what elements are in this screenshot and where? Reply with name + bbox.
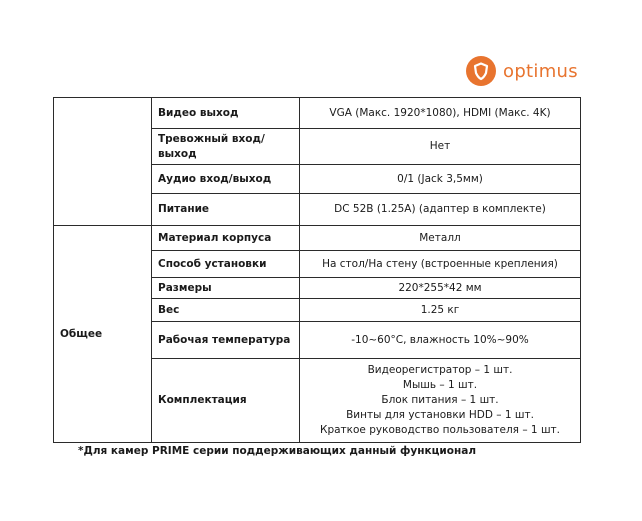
param-label: Вес <box>152 299 300 322</box>
param-value: Нет <box>300 129 581 165</box>
param-value: На стол/На стену (встроенные крепления) <box>300 251 581 278</box>
spec-table <box>53 97 581 443</box>
param-value: DC 52В (1.25А) (адаптер в комплекте) <box>300 194 581 226</box>
brand-logo <box>466 56 578 86</box>
kit-item: Мышь – 1 шт. <box>402 379 478 391</box>
param-label: Аудио вход/выход <box>152 165 300 194</box>
param-value: Металл <box>300 226 581 251</box>
param-value: 220*255*42 мм <box>300 278 581 299</box>
param-label: Рабочая температура <box>152 322 300 359</box>
footnote: *Для камер PRIME серии поддерживающих данный функционал <box>78 445 477 457</box>
param-value: -10~60°С, влажность 10%~90% <box>300 322 581 359</box>
table-row <box>54 226 581 251</box>
kit-item: Винты для установки HDD – 1 шт. <box>346 409 534 421</box>
param-label: Комплектация <box>152 359 300 443</box>
optimus-shield-icon <box>466 56 496 86</box>
param-label: Тревожный вход/выход <box>152 129 300 165</box>
group-cell <box>54 98 152 226</box>
param-label: Размеры <box>152 278 300 299</box>
kit-list <box>300 359 581 443</box>
brand-name: optimus <box>503 60 578 82</box>
param-value: 1.25 кг <box>300 299 581 322</box>
param-label: Питание <box>152 194 300 226</box>
param-value: VGA (Макс. 1920*1080), HDMI (Макс. 4K) <box>300 98 581 129</box>
kit-item: Краткое руководство пользователя – 1 шт. <box>319 424 561 436</box>
param-label: Материал корпуса <box>152 226 300 251</box>
param-label: Способ установки <box>152 251 300 278</box>
kit-item: Блок питания – 1 шт. <box>381 394 499 406</box>
param-label: Видео выход <box>152 98 300 129</box>
table-row <box>54 98 581 129</box>
group-cell: Общее <box>54 226 152 443</box>
param-value: 0/1 (Jack 3,5мм) <box>300 165 581 194</box>
kit-item: Видеорегистратор – 1 шт. <box>367 364 513 376</box>
